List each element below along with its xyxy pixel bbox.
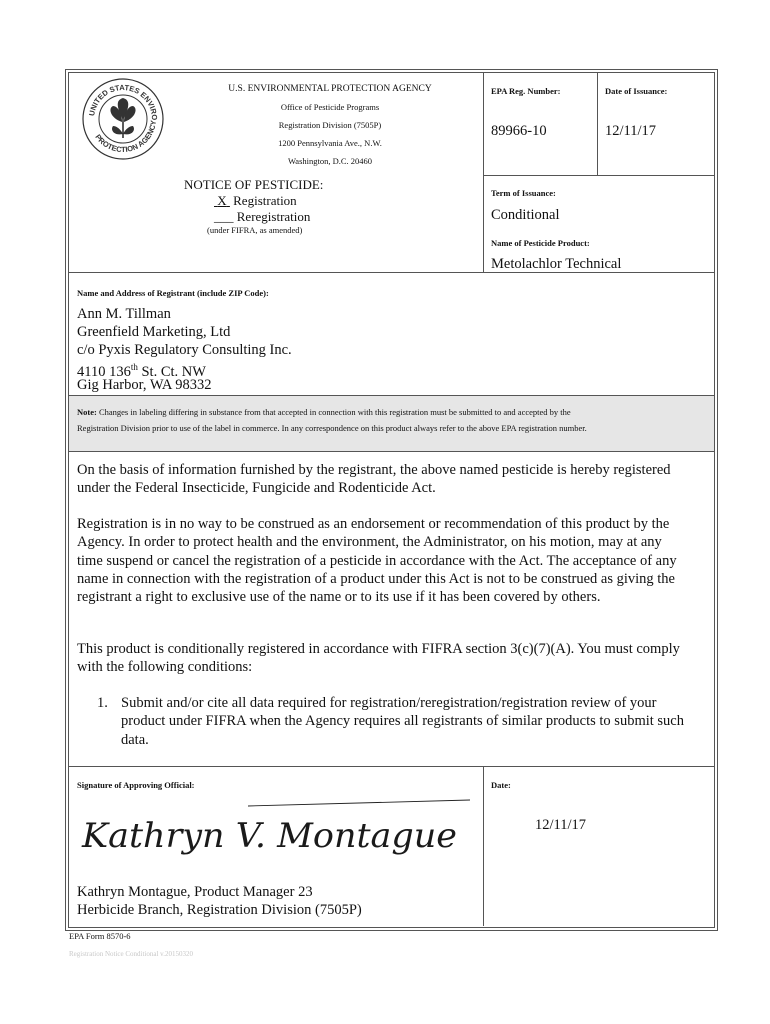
agency-street: 1200 Pennsylvania Ave., N.W. [278, 138, 382, 148]
product-name-label: Name of Pesticide Product: [491, 238, 590, 248]
reregistration-label: Reregistration [236, 209, 311, 224]
agency-office: Office of Pesticide Programs [280, 102, 380, 112]
note-label: Note: [77, 407, 97, 417]
p2-line3: time suspend or cancel the registration of a pesticide in accordance with the Act. The acceptance of any [77, 552, 677, 569]
paragraph-endorsement [77, 515, 717, 606]
condition-item-1 [121, 694, 716, 749]
note-line2: Registration Division prior to use of the label in commerce. In any correspondence on this product always refer to the above EPA registration number. [77, 423, 587, 433]
street-number: 4110 136 [77, 363, 131, 380]
date-divider-vertical [597, 72, 598, 175]
issuance-date-label: Date of Issuance: [605, 86, 668, 96]
note-line1: Changes in labeling differing in substance from that accepted in connection with this registration must be submitted to and accepted by the [98, 407, 571, 417]
registrant-name: Ann M. Tillman [77, 306, 171, 322]
notice-registration-line [214, 193, 297, 209]
form-number: EPA Form 8570-6 [69, 931, 131, 941]
signature-date-value: 12/11/17 [535, 817, 587, 833]
paragraph-registration-basis [77, 461, 717, 498]
fifra-note: (under FIFRA, as amended) [207, 225, 303, 235]
item1-line3: data. [121, 731, 149, 748]
p2-line4: name in connection with the registration of a product under this Act is not to be construed as giving the [77, 570, 675, 587]
reg-number-value: 89966-10 [491, 123, 547, 139]
note-text [77, 404, 707, 436]
p1-line1: On the basis of information furnished by the registrant, the above named pesticide is hereby registered [77, 462, 671, 478]
registrant-care-of: c/o Pyxis Regulatory Consulting Inc. [77, 342, 292, 358]
product-name-value: Metolachlor Technical [491, 256, 622, 272]
reregistration-mark: ___ [214, 209, 234, 224]
item1-line1: Submit and/or cite all data required for registration/reregistration/registration review of your [121, 695, 657, 711]
registrant-label: Name and Address of Registrant (include ZIP Code): [77, 288, 269, 298]
svg-text:PROTECTION AGENCY [93, 120, 158, 154]
term-label: Term of Issuance: [491, 188, 556, 198]
form-version: Registration Notice Conditional v.20150320 [69, 950, 193, 958]
signature-divider-vertical [483, 766, 484, 926]
agency-name: U.S. ENVIRONMENTAL PROTECTION AGENCY [228, 84, 432, 94]
p2-line2: Agency. In order to protect health and the environment, the Administrator, on his motion, may at any [77, 534, 662, 551]
item1-line2: product under FIFRA when the Agency requires all registrants of similar products to submit such [121, 713, 684, 730]
p3-line2: with the following conditions: [77, 659, 253, 676]
p3-line1: This product is conditionally registered in accordance with FIFRA section 3(c)(7)(A). You must comply [77, 641, 680, 657]
notice-title: NOTICE OF PESTICIDE: [184, 177, 324, 192]
signature-top-divider [68, 766, 714, 767]
seal-arc-text-bottom: PROTECTION AGENCY [93, 119, 159, 155]
street-ordinal: th [130, 362, 138, 372]
p2-line5: registrant a right to exclusive use of the name or to its use if it has been covered by others. [77, 589, 601, 606]
signer-line2: Herbicide Branch, Registration Division (7505P) [77, 902, 362, 918]
registrant-company: Greenfield Marketing, Ltd [77, 324, 231, 340]
date-label: Date: [491, 780, 511, 790]
p2-line1: Registration is in no way to be construed as an endorsement or recommendation of this product by the [77, 516, 670, 532]
header-divider-vertical [483, 72, 484, 272]
condition-item-number: 1. [97, 695, 108, 711]
term-divider [483, 175, 714, 176]
notice-reregistration-line [214, 209, 310, 225]
reg-number-label: EPA Reg. Number: [491, 86, 561, 96]
handwritten-signature [78, 792, 478, 872]
signer-line1: Kathryn Montague, Product Manager 23 [77, 884, 313, 900]
p1-line2: under the Federal Insecticide, Fungicide and Rodenticide Act. [77, 480, 436, 497]
street-name: St. Ct. NW [137, 363, 206, 380]
signature-script: Kathryn V. Montague [80, 816, 457, 856]
paragraph-conditional [77, 640, 717, 677]
epa-seal [80, 76, 166, 162]
signature-label: Signature of Approving Official: [77, 780, 195, 790]
term-value: Conditional [491, 207, 560, 223]
issuance-date-value: 12/11/17 [605, 123, 657, 139]
agency-city: Washington, D.C. 20460 [287, 156, 373, 166]
registration-label: Registration [233, 193, 297, 208]
registrant-city: Gig Harbor, WA 98332 [77, 377, 212, 393]
agency-division: Registration Division (7505P) [278, 120, 382, 130]
registration-mark: X [217, 193, 227, 208]
seal-arc-text: UNITED STATES ENVIRO [87, 82, 160, 121]
